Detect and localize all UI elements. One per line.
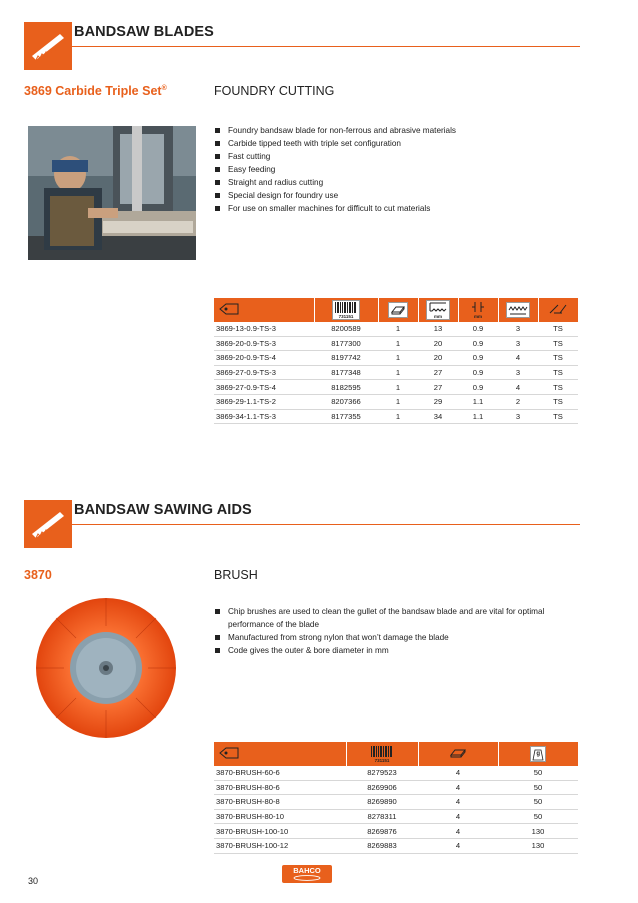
table-cell: TS — [538, 409, 578, 424]
table-cell: 8269906 — [346, 780, 418, 795]
table-cell: 8279523 — [346, 766, 418, 780]
table-cell: 20 — [418, 336, 458, 351]
table-cell: 1 — [378, 409, 418, 424]
section-title: BANDSAW BLADES — [74, 24, 214, 40]
table-cell: 8177355 — [314, 409, 378, 424]
table-cell: 0.9 — [458, 322, 498, 336]
table-cell: 1 — [378, 380, 418, 395]
table-cell: 4 — [418, 795, 498, 810]
product-name: BRUSH — [214, 568, 258, 582]
table-cell: 3869-29-1.1-TS-2 — [214, 394, 314, 409]
divider — [72, 46, 580, 47]
section-header-bandsaw-blades — [24, 22, 580, 52]
feature-list — [214, 605, 574, 657]
table-cell: 3870-BRUSH-80-8 — [214, 795, 346, 810]
table-cell: 8207366 — [314, 394, 378, 409]
table-cell: TS — [538, 322, 578, 336]
table-cell: 4 — [418, 838, 498, 853]
table-row — [214, 824, 578, 839]
table-cell: 3870-BRUSH-80-6 — [214, 780, 346, 795]
table-cell: TS — [538, 380, 578, 395]
table-cell: 1 — [378, 365, 418, 380]
table-cell: 3 — [498, 409, 538, 424]
table-cell: 4 — [498, 380, 538, 395]
list-item: Chip brushes are used to clean the gullet of the bandsaw blade and are vital for optimal performance of the blade — [214, 605, 574, 631]
table-cell: 3869-20-0.9-TS-3 — [214, 336, 314, 351]
table-cell: TS — [538, 394, 578, 409]
feature-list — [214, 124, 574, 215]
list-item: Fast cutting — [214, 150, 574, 163]
list-item: Special design for foundry use — [214, 189, 574, 202]
table-cell: 0.9 — [458, 351, 498, 366]
table-cell: 2 — [498, 394, 538, 409]
table-cell: 27 — [418, 365, 458, 380]
table-cell: 3 — [498, 365, 538, 380]
table-cell: 3869-34-1.1-TS-3 — [214, 409, 314, 424]
table-cell: 13 — [418, 322, 458, 336]
table-cell: 8177348 — [314, 365, 378, 380]
table-cell: 130 — [498, 824, 578, 839]
list-item: Easy feeding — [214, 163, 574, 176]
table-cell: 3869-20-0.9-TS-4 — [214, 351, 314, 366]
table-cell: 8182595 — [314, 380, 378, 395]
table-row — [214, 365, 578, 380]
barcode-icon: 731151 — [314, 298, 378, 322]
table-cell: 1.1 — [458, 394, 498, 409]
table-cell: 3869-27-0.9-TS-4 — [214, 380, 314, 395]
blade-width-icon: mm — [418, 298, 458, 322]
saw-blade-icon — [24, 500, 72, 548]
table-cell: 1 — [378, 322, 418, 336]
product-name: FOUNDRY CUTTING — [214, 84, 335, 98]
list-item: Manufactured from strong nylon that won’t damage the blade — [214, 631, 574, 644]
table-cell: 34 — [418, 409, 458, 424]
divider — [72, 524, 580, 525]
product-tag-icon — [214, 742, 346, 766]
table-row — [214, 394, 578, 409]
weight-icon: g — [498, 742, 578, 766]
table-row — [214, 351, 578, 366]
table-row — [214, 336, 578, 351]
teeth-per-inch-icon — [498, 298, 538, 322]
table-cell: 0.9 — [458, 380, 498, 395]
table-cell: 50 — [498, 795, 578, 810]
table-row — [214, 795, 578, 810]
table-cell: 3870-BRUSH-100-12 — [214, 838, 346, 853]
table-cell: 50 — [498, 780, 578, 795]
table-cell: 3 — [498, 322, 538, 336]
table-row — [214, 322, 578, 336]
product-photo-brush — [34, 596, 178, 740]
table-cell: 0.9 — [458, 365, 498, 380]
table-cell: 8197742 — [314, 351, 378, 366]
table-cell: 4 — [498, 351, 538, 366]
table-row — [214, 838, 578, 853]
table-cell: 1.1 — [458, 409, 498, 424]
table-cell: 4 — [418, 766, 498, 780]
package-icon — [378, 298, 418, 322]
section-header-sawing-aids — [24, 500, 580, 530]
table-cell: 3869-13-0.9-TS-3 — [214, 322, 314, 336]
table-cell: 8269883 — [346, 838, 418, 853]
list-item: Straight and radius cutting — [214, 176, 574, 189]
table-cell: 3870-BRUSH-80-10 — [214, 809, 346, 824]
product-code: 3869 Carbide Triple Set® — [24, 84, 167, 98]
table-cell: 8177300 — [314, 336, 378, 351]
blade-thickness-icon: mm — [458, 298, 498, 322]
table-row — [214, 409, 578, 424]
table-cell: 8269890 — [346, 795, 418, 810]
table-cell: 0.9 — [458, 336, 498, 351]
table-cell: 20 — [418, 351, 458, 366]
table-cell: 3870-BRUSH-60-6 — [214, 766, 346, 780]
table-cell: 8278311 — [346, 809, 418, 824]
table-cell: 4 — [418, 809, 498, 824]
table-cell: 1 — [378, 351, 418, 366]
table-cell: 1 — [378, 394, 418, 409]
list-item: Foundry bandsaw blade for non-ferrous and abrasive materials — [214, 124, 574, 137]
table-cell: TS — [538, 351, 578, 366]
table-cell: 3 — [498, 336, 538, 351]
tooth-set-icon — [538, 298, 578, 322]
package-icon — [418, 742, 498, 766]
list-item: Carbide tipped teeth with triple set configuration — [214, 137, 574, 150]
table-cell: 27 — [418, 380, 458, 395]
table-cell: 3870-BRUSH-100-10 — [214, 824, 346, 839]
page-number: 30 — [28, 876, 39, 886]
table-cell: TS — [538, 336, 578, 351]
product-table-3870 — [214, 742, 578, 854]
table-cell: 50 — [498, 766, 578, 780]
barcode-icon: 731151 — [346, 742, 418, 766]
table-row — [214, 809, 578, 824]
table-row — [214, 780, 578, 795]
product-code: 3870 — [24, 568, 52, 582]
saw-blade-icon — [24, 22, 72, 70]
table-cell: 1 — [378, 336, 418, 351]
table-cell: TS — [538, 365, 578, 380]
table-cell: 8200589 — [314, 322, 378, 336]
table-cell: 29 — [418, 394, 458, 409]
table-cell: 8269876 — [346, 824, 418, 839]
product-table-3869 — [214, 298, 578, 424]
table-cell: 130 — [498, 838, 578, 853]
product-tag-icon — [214, 298, 314, 322]
table-cell: 4 — [418, 780, 498, 795]
table-cell: 3869-27-0.9-TS-3 — [214, 365, 314, 380]
table-row — [214, 380, 578, 395]
list-item: Code gives the outer & bore diameter in mm — [214, 644, 574, 657]
product-photo-foundry-cutting — [28, 126, 196, 260]
table-row — [214, 766, 578, 780]
table-cell: 4 — [418, 824, 498, 839]
section-title: BANDSAW SAWING AIDS — [74, 502, 252, 518]
list-item: For use on smaller machines for difficult to cut materials — [214, 202, 574, 215]
table-cell: 50 — [498, 809, 578, 824]
brand-logo: BAHCO — [282, 865, 332, 883]
